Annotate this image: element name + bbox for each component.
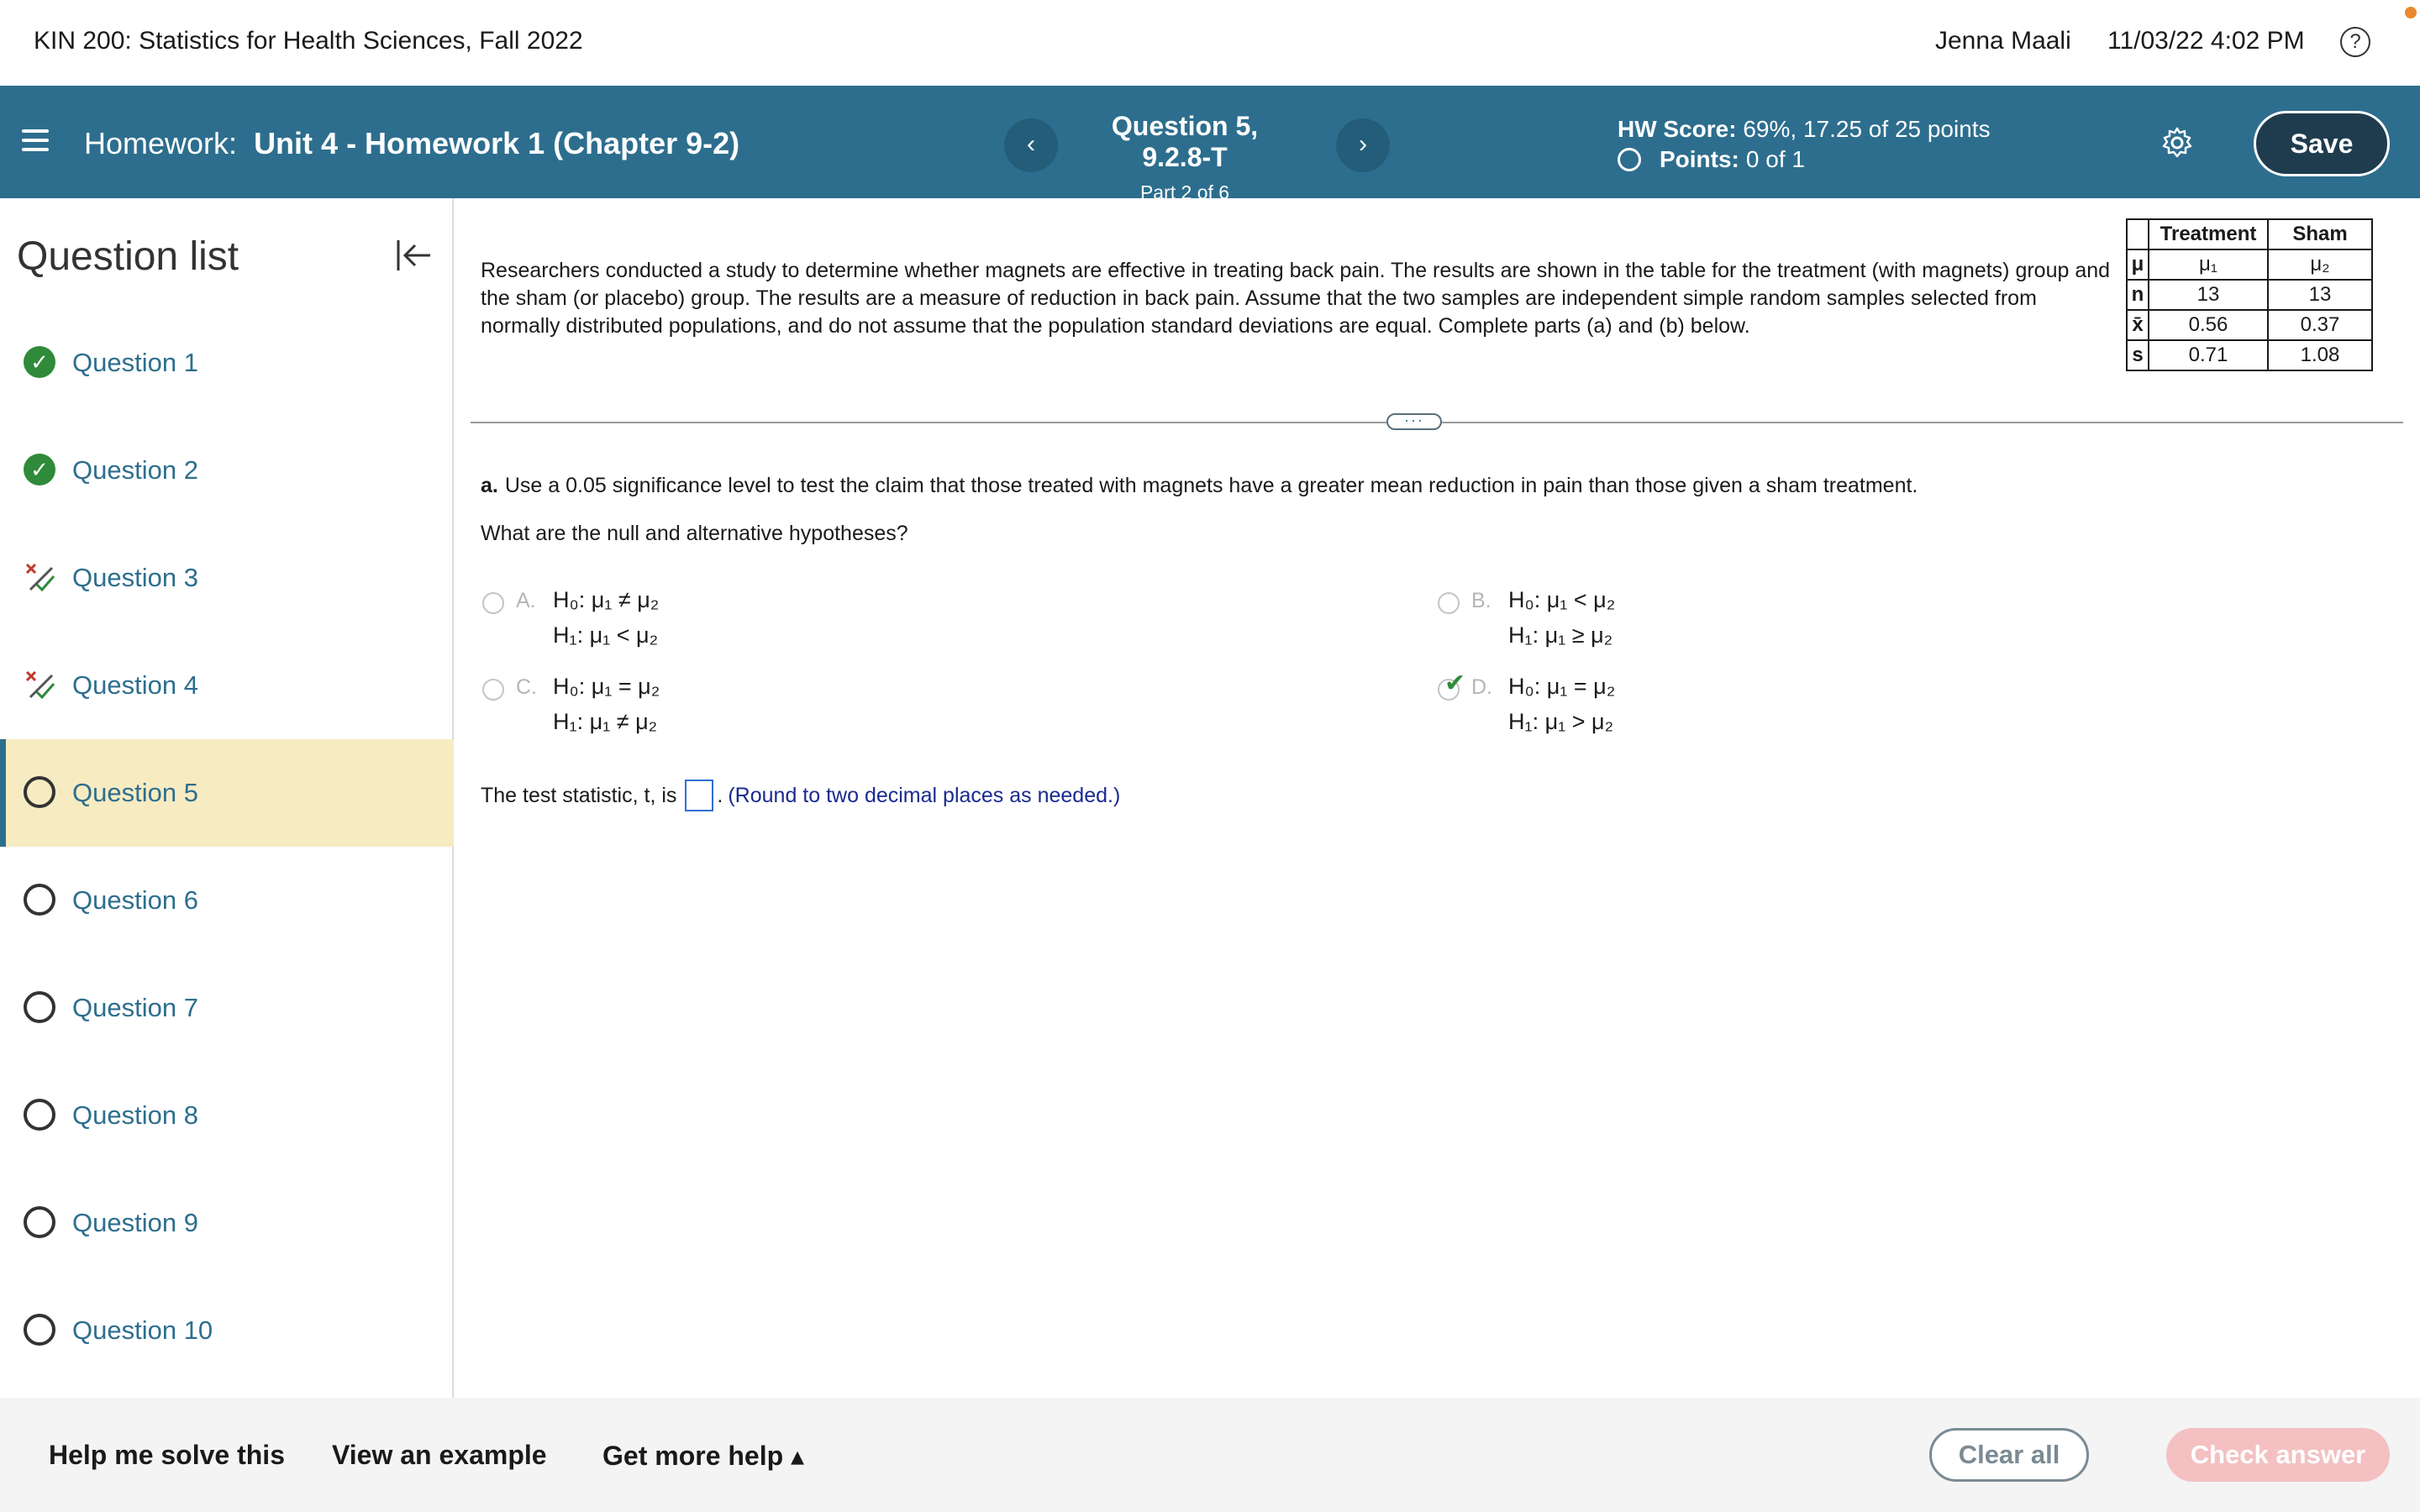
- null-hypothesis: H₀: μ₁ = μ₂: [1508, 674, 1616, 699]
- partial-credit-icon: [24, 561, 57, 595]
- test-stat-prefix: The test statistic, t, is: [481, 783, 677, 807]
- settings-gear-icon[interactable]: [2160, 126, 2194, 160]
- row-label: x̄: [2127, 310, 2149, 340]
- test-statistic-prompt: [481, 780, 1120, 811]
- question-part: Part 2 of 6: [1139, 181, 1230, 203]
- alternative-hypothesis: H₁: μ₁ ≥ μ₂: [1508, 622, 1613, 648]
- question-item-4[interactable]: [0, 632, 454, 739]
- notification-dot: [2405, 7, 2417, 18]
- option-letter: C.: [516, 675, 537, 699]
- correct-check-icon: ✓: [24, 454, 55, 486]
- question-title: Question 5, 9.2.8-T: [1111, 111, 1259, 172]
- question-item-7[interactable]: [0, 954, 454, 1062]
- question-list-sidebar: [0, 198, 454, 1398]
- homework-label: Homework:: [84, 126, 238, 160]
- clear-all-button[interactable]: Clear all: [1929, 1428, 2089, 1482]
- question-item-2[interactable]: [0, 417, 454, 524]
- question-item-8[interactable]: [0, 1062, 454, 1169]
- points-label: Points:: [1660, 146, 1739, 172]
- correct-check-icon: ✓: [24, 346, 55, 378]
- question-label: Question 4: [72, 670, 198, 700]
- correct-check-icon: ✔: [1444, 669, 1466, 697]
- partial-credit-icon: [24, 669, 57, 702]
- homework-header: [0, 86, 2420, 203]
- points-status-icon: [1618, 148, 1641, 171]
- table-row: [2127, 249, 2372, 280]
- table-cell: μ₁: [2149, 249, 2268, 280]
- question-label: Question 8: [72, 1100, 198, 1130]
- question-indicator: [1076, 111, 1294, 204]
- homework-title: [84, 126, 739, 161]
- table-cell: 13: [2268, 280, 2372, 310]
- table-header-treatment: Treatment: [2149, 219, 2268, 249]
- table-cell: 0.71: [2149, 340, 2268, 370]
- unanswered-circle-icon: [24, 1099, 55, 1131]
- table-corner: [2127, 219, 2149, 249]
- part-a-letter: a.: [481, 474, 498, 497]
- collapse-sidebar-icon[interactable]: [393, 235, 434, 276]
- help-icon[interactable]: ?: [2340, 27, 2370, 57]
- test-statistic-input[interactable]: [685, 780, 713, 811]
- course-title: KIN 200: Statistics for Health Sciences, Fall 2022: [34, 27, 583, 55]
- datetime: 11/03/22 4:02 PM: [2107, 27, 2305, 55]
- question-item-6[interactable]: [0, 847, 454, 954]
- option-letter: B.: [1471, 589, 1491, 612]
- question-content: [455, 198, 2420, 1398]
- question-label: Question 9: [72, 1208, 198, 1237]
- table-row: [2127, 280, 2372, 310]
- alternative-hypothesis: H₁: μ₁ < μ₂: [553, 622, 659, 648]
- divider-drag-handle[interactable]: ···: [1386, 413, 1442, 430]
- check-answer-button[interactable]: Check answer: [2166, 1428, 2390, 1482]
- get-more-help-button[interactable]: Get more help ▴: [602, 1441, 805, 1471]
- null-hypothesis: H₀: μ₁ < μ₂: [1508, 587, 1616, 612]
- null-hypothesis: H₀: μ₁ = μ₂: [553, 674, 660, 699]
- table-header-sham: Sham: [2268, 219, 2372, 249]
- problem-intro: Researchers conducted a study to determine whether magnets are effective in treating back pain. The results are shown in the table for the treatment (with magnets) group and the sham (or placebo) group. The results are a measure of reduction in back pain. Assume that the two samples are independent simple random samples selected from normally distributed populations, and do not assume that the population standard deviations are equal. Complete parts (a) and (b) below.: [481, 259, 2111, 338]
- previous-question-button[interactable]: ‹: [1004, 118, 1058, 172]
- row-label: s: [2127, 340, 2149, 370]
- question-item-3[interactable]: [0, 524, 454, 632]
- question-item-10[interactable]: [0, 1277, 454, 1384]
- table-row: [2127, 340, 2372, 370]
- question-label: Question 3: [72, 563, 198, 592]
- points: [1618, 146, 1805, 173]
- alternative-hypothesis: H₁: μ₁ ≠ μ₂: [553, 709, 658, 734]
- help-me-solve-button[interactable]: Help me solve this: [49, 1440, 285, 1470]
- question-item-1[interactable]: [0, 309, 454, 417]
- top-bar: [0, 0, 2420, 86]
- radio-button[interactable]: [1438, 592, 1460, 614]
- option-letter: A.: [516, 589, 536, 612]
- unanswered-circle-icon: [24, 1206, 55, 1238]
- unanswered-circle-icon: [24, 991, 55, 1023]
- view-example-button[interactable]: View an example: [332, 1440, 547, 1470]
- homework-name: Unit 4 - Homework 1 (Chapter 9-2): [254, 126, 740, 160]
- alternative-hypothesis: H₁: μ₁ > μ₂: [1508, 709, 1614, 734]
- unanswered-circle-icon: [24, 776, 55, 808]
- points-value: 0 of 1: [1745, 146, 1805, 172]
- question-label: Question 10: [72, 1315, 213, 1345]
- menu-icon[interactable]: [22, 129, 49, 151]
- hw-score-label: HW Score:: [1618, 116, 1737, 142]
- unanswered-circle-icon: [24, 884, 55, 916]
- question-label: Question 5: [72, 778, 198, 807]
- test-stat-suffix: .: [717, 783, 723, 807]
- radio-button[interactable]: [482, 592, 504, 614]
- table-cell: 13: [2149, 280, 2268, 310]
- data-table: [2126, 218, 2373, 371]
- part-a-text: Use a 0.05 significance level to test the claim that those treated with magnets have a greater mean reduction in pain than those given a sham treatment.: [504, 474, 1918, 497]
- hw-score: [1618, 116, 1991, 143]
- question-label: Question 2: [72, 455, 198, 485]
- unanswered-circle-icon: [24, 1314, 55, 1346]
- question-label: Question 7: [72, 993, 198, 1022]
- row-label: μ: [2127, 249, 2149, 280]
- save-button[interactable]: Save: [2254, 111, 2390, 176]
- question-label: Question 6: [72, 885, 198, 915]
- next-question-button[interactable]: ›: [1336, 118, 1390, 172]
- question-list-title: Question list: [17, 234, 239, 279]
- table-row: [2127, 310, 2372, 340]
- user-name[interactable]: Jenna Maali: [1935, 27, 2071, 55]
- rounding-hint: (Round to two decimal places as needed.): [728, 783, 1121, 807]
- hypotheses-question: What are the null and alternative hypotheses?: [481, 522, 908, 545]
- footer-bar: [0, 1398, 2420, 1512]
- table-cell: 0.37: [2268, 310, 2372, 340]
- table-cell: 1.08: [2268, 340, 2372, 370]
- question-item-9[interactable]: [0, 1169, 454, 1277]
- option-letter: D.: [1471, 675, 1492, 699]
- row-label: n: [2127, 280, 2149, 310]
- table-cell: 0.56: [2149, 310, 2268, 340]
- part-a-prompt: [481, 474, 1918, 498]
- null-hypothesis: H₀: μ₁ ≠ μ₂: [553, 587, 660, 612]
- table-cell: μ₂: [2268, 249, 2372, 280]
- radio-button[interactable]: [482, 679, 504, 701]
- hw-score-value: 69%, 17.25 of 25 points: [1743, 116, 1991, 142]
- question-label: Question 1: [72, 348, 198, 377]
- question-item-5[interactable]: [0, 739, 454, 847]
